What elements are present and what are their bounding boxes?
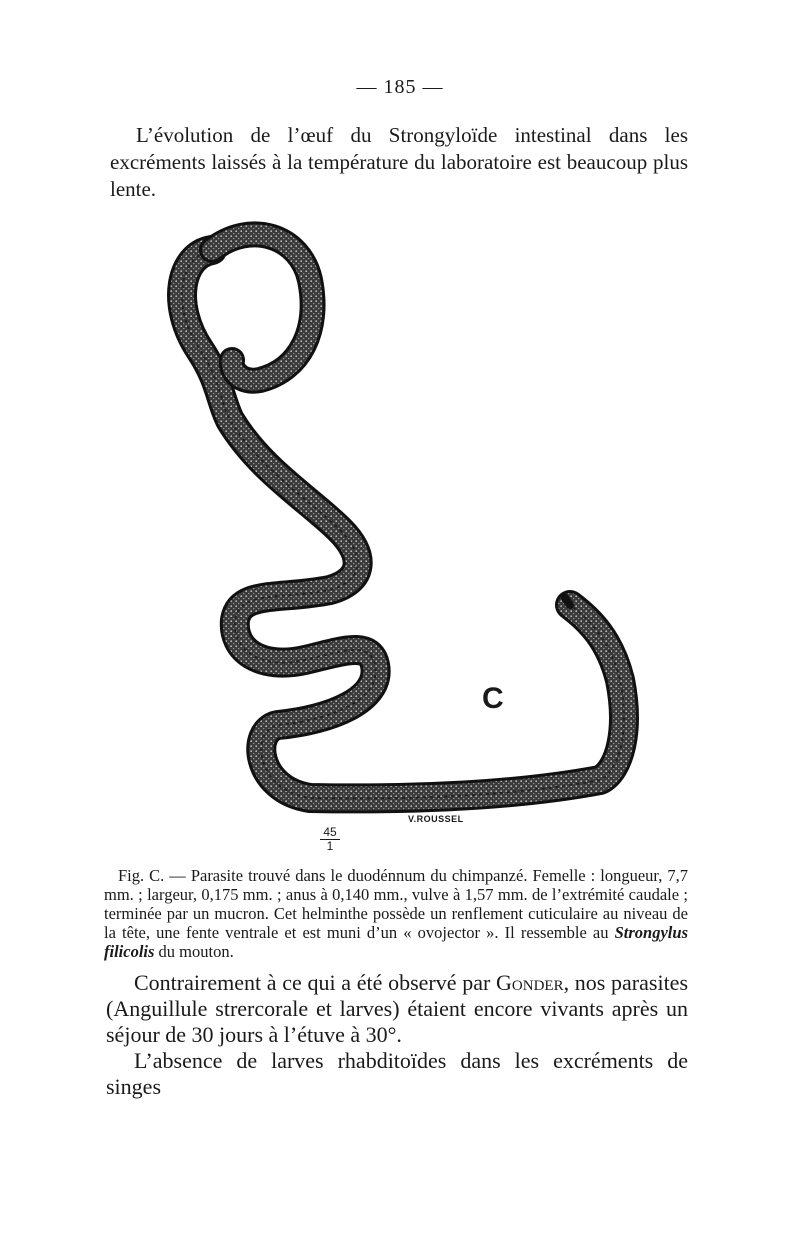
author-gonder: Gonder: [496, 970, 564, 995]
body-text: [106, 970, 688, 1100]
page-number: — 185 —: [356, 76, 444, 98]
intro-paragraph: L’évolution de l’œuf du Strongyloïde intestinal dans les excréments laissés à la température du laboratoire est beaucoup plus lente.: [110, 123, 688, 201]
caption-text-start: Fig. C. — Parasite trouvé dans le duodénnum du chimpanzé. Femelle : longueur, 7,7 mm. ; largeur, 0,175 mm. ; anus à 0,140 mm., vulve à 1,57 mm. de l’extrémité caudale ; terminée par un mucron. Cet helminthe possède un renflement cuticulaire au niveau de la tête, une fente ventrale et est muni d’un « ovojector ». Il ressemble au: [104, 866, 688, 942]
figure-c: [160, 210, 680, 860]
body-paragraph-2: L’absence de larves rhabditoïdes dans les excréments de singes: [106, 1048, 688, 1099]
worm-body: [182, 250, 624, 798]
body-p1-start: Contrairement à ce qui a été observé par: [134, 970, 497, 995]
figure-magnification: [320, 826, 340, 853]
magnification-numerator: 45: [320, 826, 340, 840]
figure-letter: C: [482, 682, 504, 715]
figure-caption: [104, 866, 688, 961]
caption-text-end: du mouton.: [154, 942, 234, 961]
caption-species: Strongylus filicolis: [104, 923, 688, 961]
body-p1-end: , nos parasites (Anguillule strercorale et larves) étaient encore vivants après un séjour de 30 jours à l’étuve à 30°.: [106, 970, 689, 1047]
worm-tail: [565, 598, 570, 605]
magnification-denominator: 1: [326, 839, 334, 853]
body-paragraph-1: [106, 970, 688, 1048]
nematode-illustration-icon: [160, 210, 680, 860]
figure-artist-signature: V.ROUSSEL: [408, 814, 464, 824]
